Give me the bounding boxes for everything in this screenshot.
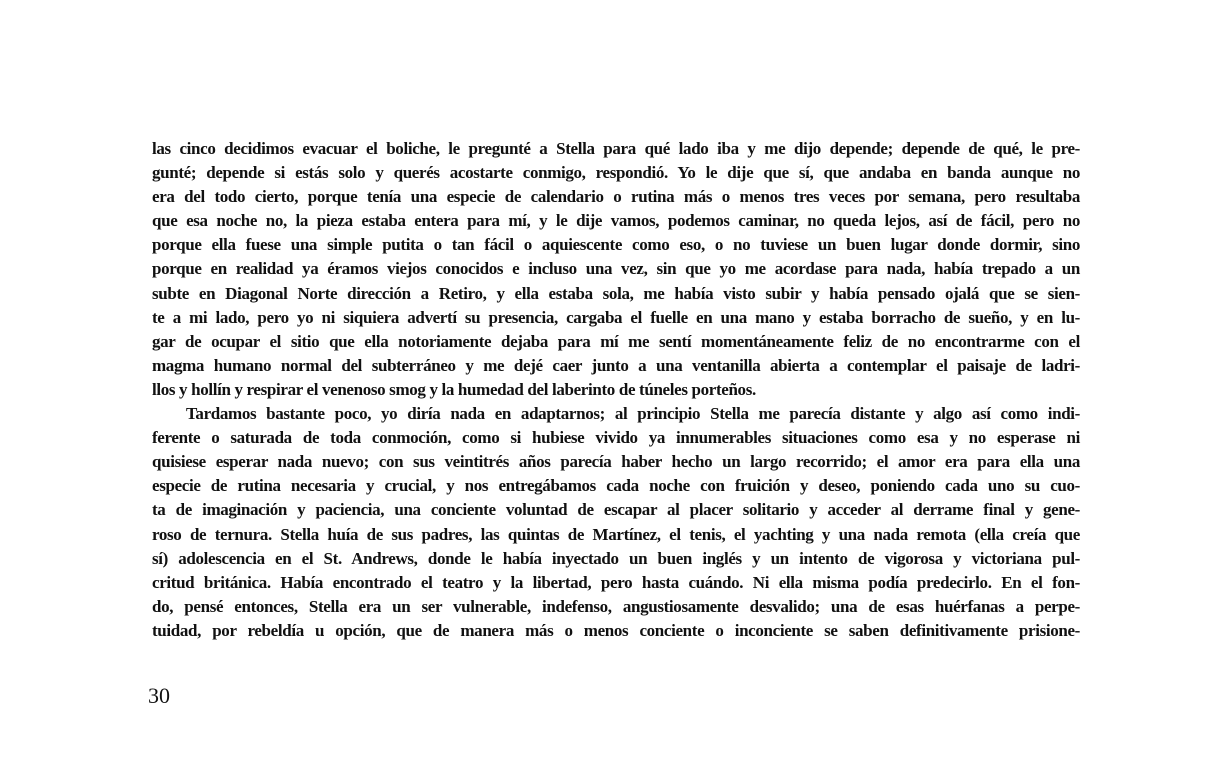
text-line: tuidad, por rebeldía u opción, que de manera más o menos conciente o inconciente se saben definitivamente prisione- [152,620,1080,640]
text-line: critud británica. Había encontrado el teatro y la libertad, pero hasta cuándo. Ni ella misma podía predecirlo. En el fon- [152,572,1080,592]
text-line: ferente o saturada de toda conmoción, como si hubiese vivido ya innumerables situaciones como esa y no esperase ni [152,428,1080,448]
text-line: sí) adolescencia en el St. Andrews, donde le había inyectado un buen inglés y un intento de vigorosa y victoriana pul- [152,548,1080,568]
text-line: era del todo cierto, porque tenía una especie de calendario o rutina más o menos tres veces por semana, pero resultaba [152,187,1080,207]
text-line: porque ella fuese una simple putita o tan fácil o aquiescente como eso, o no tuviese un buen lugar donde dormir, sino [152,235,1080,255]
text-line: gar de ocupar el sitio que ella notoriamente dejaba para mí me sentí momentáneamente feliz de no encontrarme con el [152,331,1080,351]
paragraph [152,402,1080,643]
page-number: 30 [148,683,170,708]
text-line: Tardamos bastante poco, yo diría nada en adaptarnos; al principio Stella me parecía distante y algo así como indi- [186,404,1080,424]
text-line: subte en Diagonal Norte dirección a Retiro, y ella estaba sola, me había visto subir y había pensado ojalá que se sien- [152,283,1080,303]
text-line: llos y hollín y respirar el venenoso smog y la humedad del laberinto de túneles porteños. [152,379,756,399]
text-line: do, pensé entonces, Stella era un ser vulnerable, indefenso, angustiosamente desvalido; una de esas huérfanas a perpe- [152,596,1080,616]
text-line: especie de rutina necesaria y crucial, y nos entregábamos cada noche con fruición y deseo, poniendo cada uno su cuo- [152,476,1080,496]
text-line: magma humano normal del subterráneo y me dejé caer junto a una ventanilla abierta a contemplar el paisaje de ladri- [152,355,1080,375]
paragraph [152,137,1080,402]
text-line: porque en realidad ya éramos viejos conocidos e incluso una vez, sin que yo me acordase para nada, había trepado a un [152,259,1080,279]
text-line: las cinco decidimos evacuar el boliche, le pregunté a Stella para qué lado iba y me dijo depende; depende de qué, le pre- [152,139,1080,158]
body-text [152,137,1080,643]
text-line: que esa noche no, la pieza estaba entera para mí, y le dije vamos, podemos caminar, no queda lejos, así de fácil, pero no [152,211,1080,231]
text-line: ta de imaginación y paciencia, una conciente voluntad de escapar al placer solitario y acceder al derrame final y gene- [152,500,1080,520]
text-line: quisiese esperar nada nuevo; con sus veintitrés años parecía haber hecho un largo recorrido; el amor era para ella una [152,452,1080,472]
text-line: gunté; depende si estás solo y querés acostarte conmigo, respondió. Yo le dije que sí, que andaba en banda aunque no [152,163,1080,183]
text-line: te a mi lado, pero yo ni siquiera advertí su presencia, cargaba el fuelle en una mano y estaba borracho de sueño, y en lu- [152,307,1080,327]
text-line: roso de ternura. Stella huía de sus padres, las quintas de Martínez, el tenis, el yachting y una nada remota (ella creía que [152,524,1080,544]
